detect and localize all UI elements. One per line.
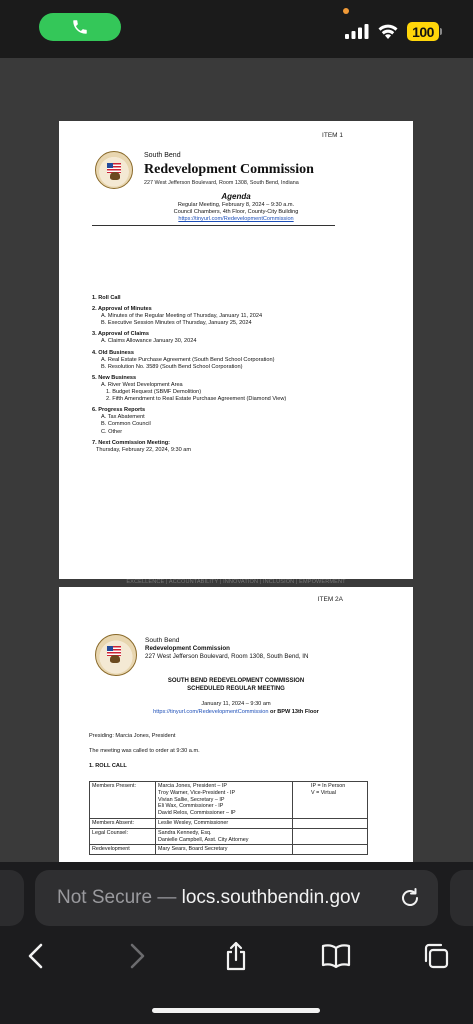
table-row [90,845,368,855]
item-label: ITEM 1 [322,132,343,139]
legal-name: Sandra Kennedy, Esq. [158,829,212,836]
book-icon [321,943,351,969]
table-row [90,828,368,845]
agenda-item: A. Tax Abatement [101,414,145,421]
document-page-1 [59,121,413,585]
battery-level: 100 [412,23,434,40]
table-cell [293,845,368,855]
meeting-line: Regular Meeting, February 8, 2024 – 9:30 a.m. [177,202,295,208]
meeting-link[interactable]: https://tinyurl.com/RedevelopmentCommission [178,216,294,222]
agenda-subitem: 1. Budget Request (SBMF Demolition) [106,389,202,396]
tabs-button[interactable] [420,940,452,972]
minutes-heading-2: SCHEDULED REGULAR MEETING [187,686,285,692]
not-secure-label: Not Secure — [57,887,177,908]
called-to-order: The meeting was called to order at 9:30 a.m. [89,748,200,754]
table-cell: Legal Counsel: [90,828,156,845]
table-cell: Mary Sears, Board Secretary [156,845,293,855]
location-line: Council Chambers, 4th Floor, County-City Building [173,209,299,215]
city-seal-logo [95,151,133,189]
org-address: 227 West Jefferson Boulevard, Room 1308, South Bend, IN [145,653,309,660]
previous-tab-preview[interactable] [0,870,24,926]
agenda-item: B. Common Council [101,421,151,428]
agenda-item: B. Resolution No. 3589 (South Bend School Corporation) [101,363,243,370]
agenda-item: B. Executive Session Minutes of Thursday, January 25, 2024 [101,320,252,327]
share-icon [224,941,248,971]
member-name: Eli Wax, Commissioner - IP [158,803,224,810]
link-suffix: or BPW 13th Floor [268,709,319,715]
table-cell [293,818,368,828]
meeting-link[interactable]: https://tinyurl.com/RedevelopmentCommission [153,709,269,715]
battery-indicator [407,22,439,41]
agenda-item: A. Real Estate Purchase Agreement (South Bend School Corporation) [101,356,275,363]
table-row [90,782,368,819]
agenda-item: Thursday, February 22, 2024, 9:30 am [96,446,192,453]
org-title: Redevelopment Commission [145,645,230,652]
tabs-icon [422,942,450,970]
org-city: South Bend [144,152,181,159]
agenda-item: A. River West Development Area [101,381,183,388]
home-indicator[interactable] [152,1008,320,1013]
chevron-right-icon [128,943,146,969]
document-page-2 [59,587,413,862]
agenda-list [92,295,392,454]
divider [92,225,335,226]
agenda-section: 7. Next Commission Meeting: [92,439,171,446]
share-button[interactable] [220,940,252,972]
roll-call-table [89,781,368,855]
agenda-title: Agenda [221,192,251,201]
table-cell: Members Present: [90,782,156,819]
member-name: Vivian Sallie, Secretary – IP [158,796,225,803]
table-cell [156,828,293,845]
reload-icon[interactable] [398,886,422,910]
legend-text: V = Virtual [311,789,336,796]
table-cell: Members Absent: [90,818,156,828]
next-tab-preview[interactable] [450,870,473,926]
agenda-item: C. Other [101,428,123,435]
phone-icon [71,18,89,36]
presiding-line: Presiding: Marcia Jones, President [89,733,176,739]
agenda-section: 5. New Business [92,374,137,381]
table-cell [293,828,368,845]
table-cell: Leslie Wesley, Commissioner [156,818,293,828]
chevron-left-icon [27,943,45,969]
table-cell [156,782,293,819]
member-name: Marcia Jones, President – IP [158,783,227,789]
agenda-item: A. Minutes of the Regular Meeting of Thursday, January 11, 2024 [101,313,263,320]
org-title: Redevelopment Commission [144,162,314,177]
city-seal-logo [95,634,137,676]
agenda-subitem: 2. Fifth Amendment to Real Estate Purchase Agreement (Diamond View) [106,396,287,403]
agenda-section: 6. Progress Reports [92,407,146,414]
agenda-section: 1. Roll Call [92,295,121,301]
privacy-indicator [343,8,349,14]
agenda-item: A. Claims Allowance January 30, 2024 [101,338,197,345]
table-cell: Redevelopment [90,845,156,855]
back-button[interactable] [20,940,52,972]
member-name: David Relos, Commissioner – IP [158,810,236,817]
agenda-section: 4. Old Business [92,349,134,356]
forward-button[interactable] [121,940,153,972]
roll-call-heading: 1. ROLL CALL [89,763,127,769]
member-name: Troy Warner, Vice-President - IP [158,789,236,796]
document-viewer[interactable] [0,58,473,862]
table-cell [293,782,368,819]
wifi-icon [377,22,399,40]
minutes-heading-1: SOUTH BEND REDEVELOPMENT COMMISSION [167,678,305,684]
legal-name: Danielle Campbell, Asst. City Attorney [158,836,249,843]
url-text[interactable] [57,887,360,909]
footer-values: EXCELLENCE | ACCOUNTABILITY | INNOVATION | INCLUSION | EMPOWERMENT [126,579,346,585]
status-bar [0,0,473,58]
org-address: 227 West Jefferson Boulevard, Room 1308, South Bend, Indiana [144,180,299,186]
item-label: ITEM 2A [317,596,343,603]
cellular-signal-icon [345,24,369,39]
table-row [90,818,368,828]
agenda-section: 2. Approval of Minutes [92,306,152,313]
address-bar[interactable] [35,870,438,926]
minutes-date: January 11, 2024 – 9:30 am [201,701,271,707]
legend-text: IP = In Person [311,783,346,789]
bookmarks-button[interactable] [320,940,352,972]
active-call-pill[interactable] [39,13,121,41]
url-domain: locs.southbendin.gov [181,887,361,908]
agenda-section: 3. Approval of Claims [92,331,149,338]
battery-tip [440,28,442,35]
org-city: South Bend [145,637,180,644]
